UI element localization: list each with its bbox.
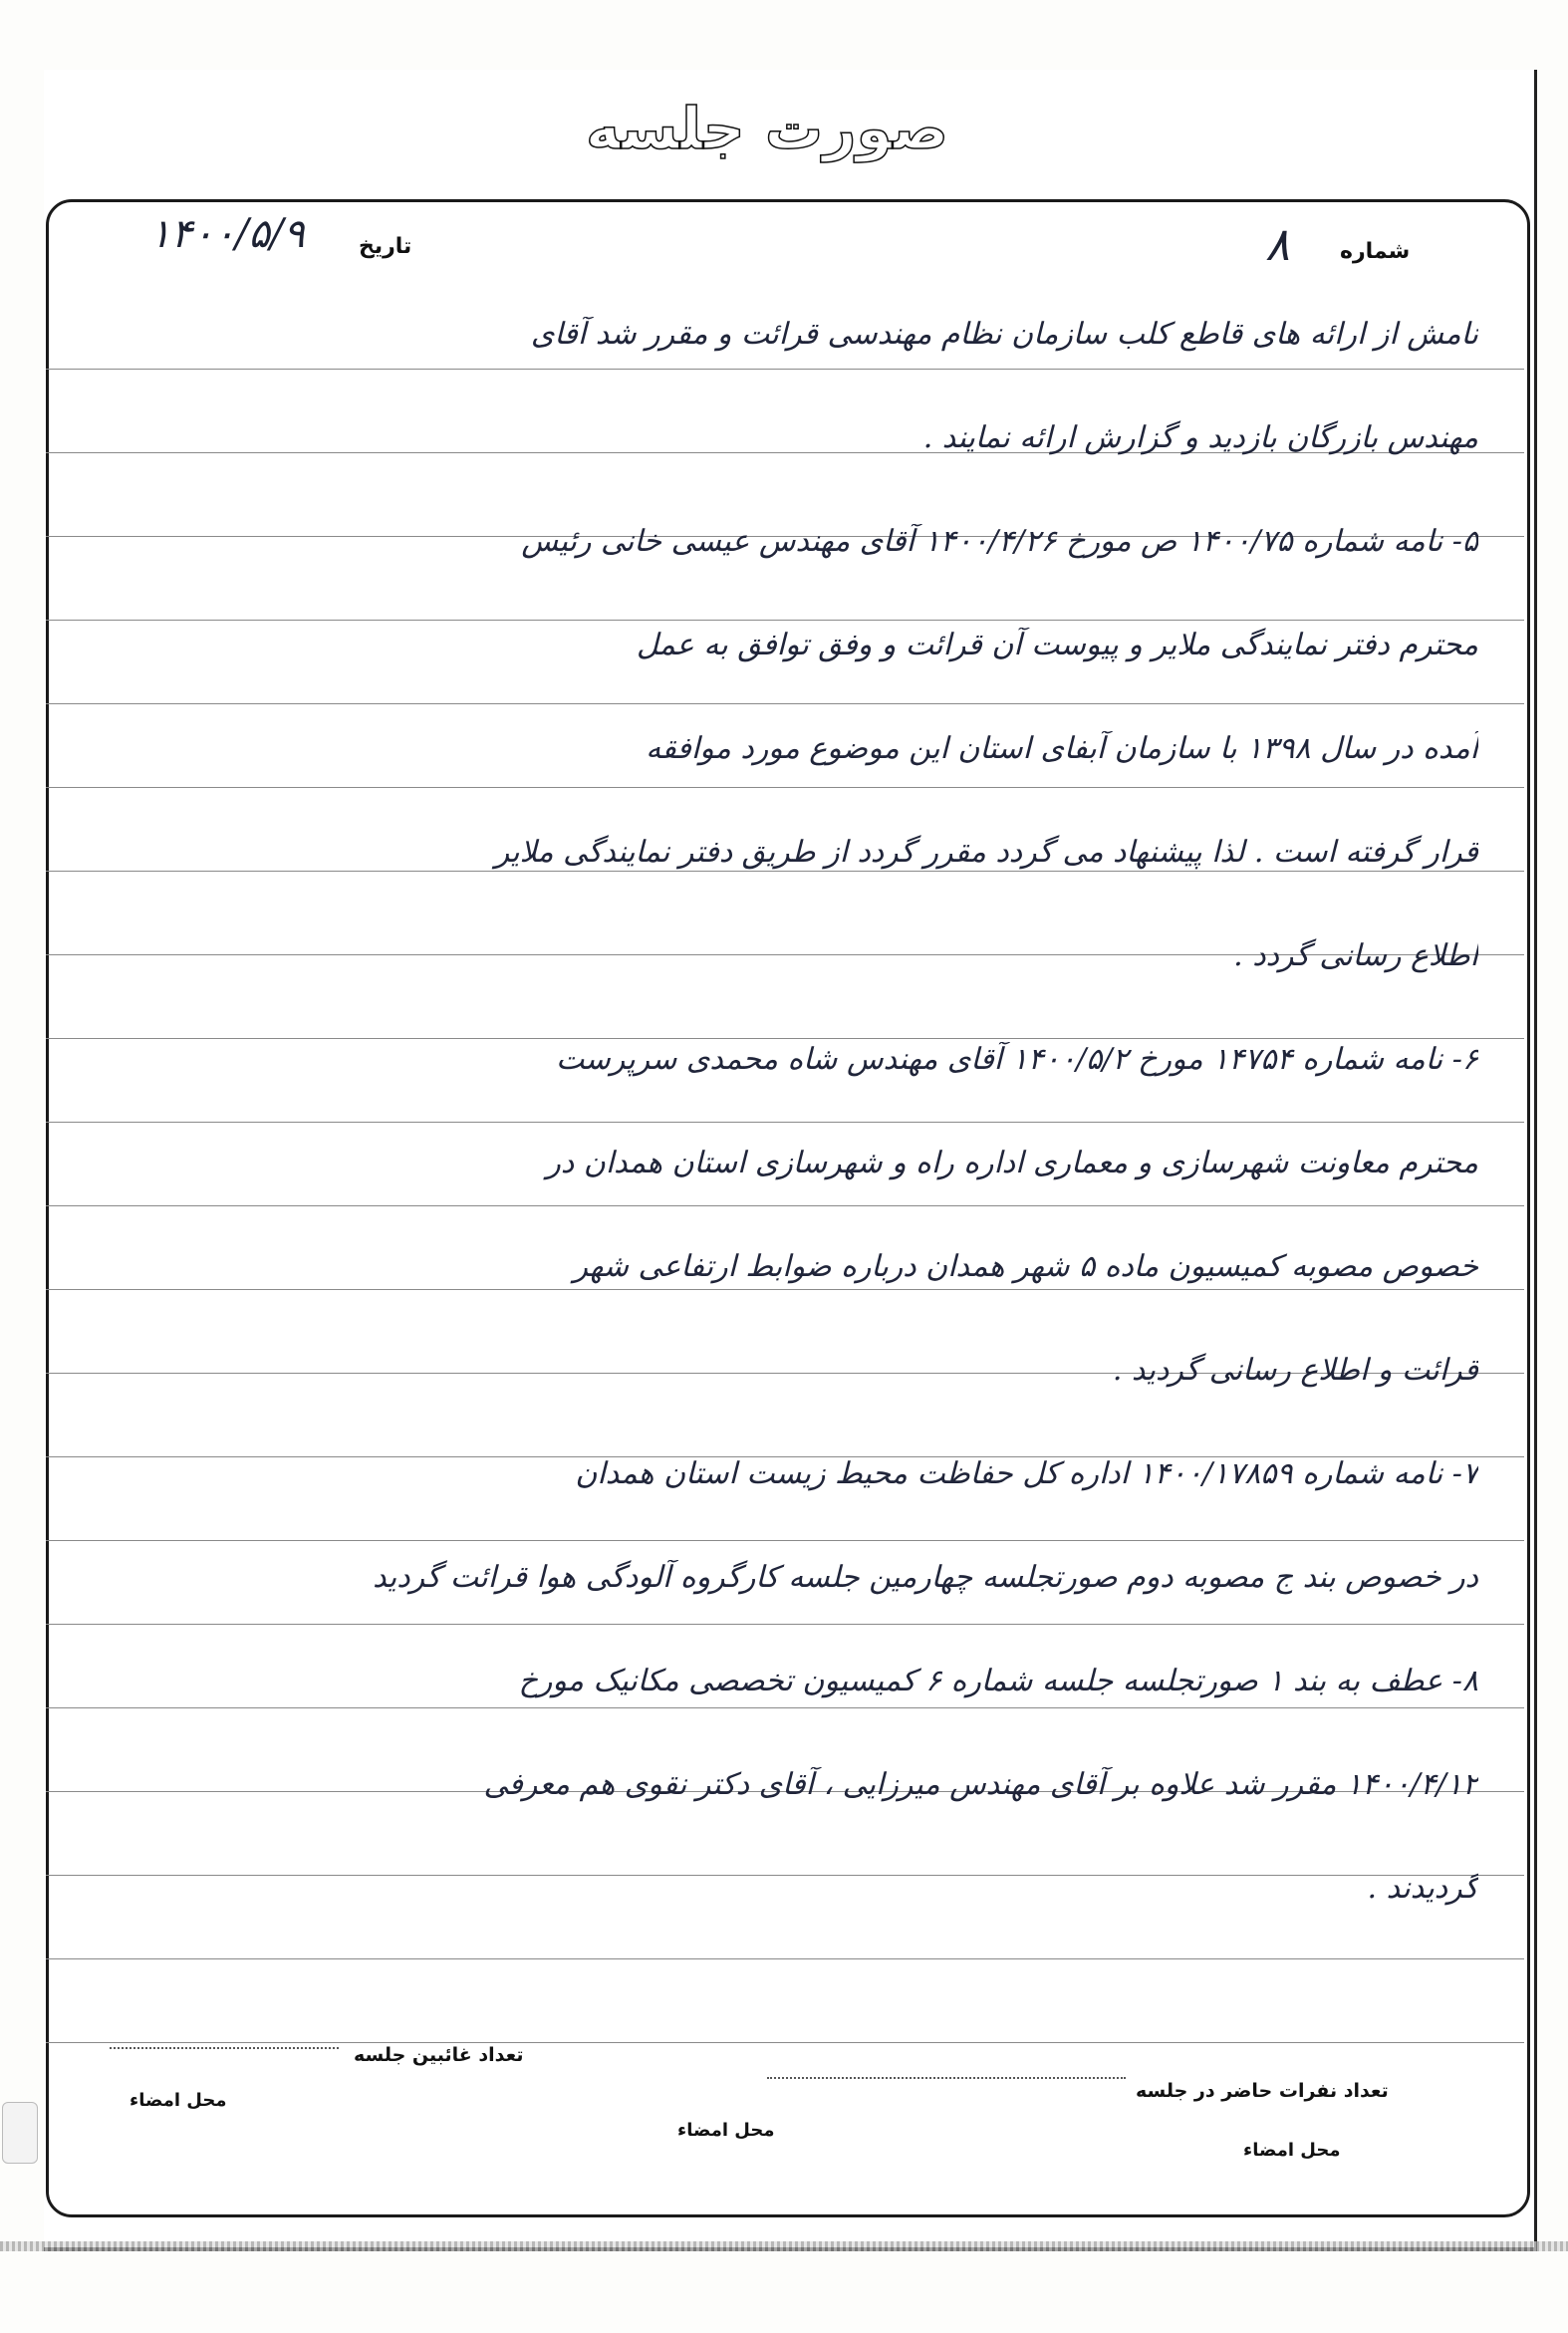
ruled-line <box>46 1958 1524 1959</box>
present-count-line <box>767 2077 1126 2079</box>
minutes-line: ۶- نامه شماره ۱۴۷۵۴ مورخ ۱۴۰۰/۵/۲ آقای مهندس شاه محمدی سرپرست <box>556 1042 1478 1077</box>
ruled-line <box>46 1205 1524 1206</box>
ruled-line <box>46 1289 1524 1290</box>
minutes-line: مهندس بازرگان بازدید و گزارش ارائه نمایند . <box>922 420 1478 455</box>
margin-stamp <box>2 2102 38 2164</box>
minutes-line: اطلاع رسانی گردد . <box>1233 938 1478 973</box>
ruled-line <box>46 1707 1524 1708</box>
ruled-line <box>46 620 1524 621</box>
ruled-line <box>46 871 1524 872</box>
present-count-label: تعداد نفرات حاضر در جلسه <box>1136 2080 1389 2102</box>
minutes-line: محترم دفتر نمایندگی ملایر و پیوست آن قرائت و وفق توافق به عمل <box>636 628 1478 662</box>
minutes-line: ۵- نامه شماره ۱۴۰۰/۷۵ ص مورخ ۱۴۰۰/۴/۲۶ آقای مهندس عیسی خانی رئیس <box>521 524 1478 559</box>
ruled-line <box>46 1624 1524 1625</box>
minutes-line: در خصوص بند ج مصوبه دوم صورتجلسه چهارمین جلسه کارگروه آلودگی هوا قرائت گردید <box>373 1560 1478 1595</box>
ruled-line <box>46 1540 1524 1541</box>
page-title: صورت جلسه <box>586 95 948 162</box>
minutes-line: قرائت و اطلاع رسانی گردید . <box>1112 1353 1478 1388</box>
scan-edge <box>0 2241 1568 2251</box>
absent-count-line <box>110 2047 339 2049</box>
date-label: تاریخ <box>359 234 412 259</box>
ruled-line <box>46 787 1524 788</box>
number-label: شماره <box>1340 239 1411 264</box>
minutes-line: ۱۴۰۰/۴/۱۲ مقرر شد علاوه بر آقای مهندس میرزایی ، آقای دکتر نقوی هم معرفی <box>483 1767 1478 1802</box>
minutes-line: نامش از ارائه های قاطع کلب سازمان نظام مهندسی قرائت و مقرر شد آقای <box>530 317 1478 352</box>
date-value: ۱۴۰۰/۵/۹ <box>149 211 305 257</box>
minutes-line: آمده در سال ۱۳۹۸ با سازمان آبفای استان این موضوع مورد موافقه <box>646 731 1478 766</box>
ruled-line <box>46 703 1524 704</box>
ruled-line <box>46 369 1524 370</box>
ruled-line <box>46 1038 1524 1039</box>
ruled-line <box>46 1122 1524 1123</box>
minutes-line: ۷- نامه شماره ۱۴۰۰/۱۷۸۵۹ اداره کل حفاظت محیط زیست استان همدان <box>575 1456 1478 1491</box>
minutes-line: قرار گرفته است . لذا پیشنهاد می گردد مقرر گردد از طریق دفتر نمایندگی ملایر <box>494 835 1478 870</box>
absent-count-label: تعداد غائبین جلسه <box>354 2044 524 2066</box>
minutes-frame <box>46 199 1530 2217</box>
ruled-line <box>46 2042 1524 2043</box>
number-value: ۸ <box>1265 217 1290 271</box>
signature-label-center: محل امضاء <box>677 2120 775 2141</box>
minutes-line: گردیدند . <box>1367 1871 1478 1906</box>
minutes-line: خصوص مصوبه کمیسیون ماده ۵ شهر همدان درباره ضوابط ارتفاعی شهر <box>573 1249 1478 1284</box>
minutes-line: محترم معاونت شهرسازی و معماری اداره راه و شهرسازی استان همدان در <box>546 1146 1478 1180</box>
signature-label-right: محل امضاء <box>1243 2140 1341 2161</box>
minutes-line: ۸- عطف به بند ۱ صورتجلسه جلسه شماره ۶ کمیسیون تخصصی مکانیک مورخ <box>518 1664 1478 1698</box>
signature-label-left: محل امضاء <box>130 2090 227 2111</box>
